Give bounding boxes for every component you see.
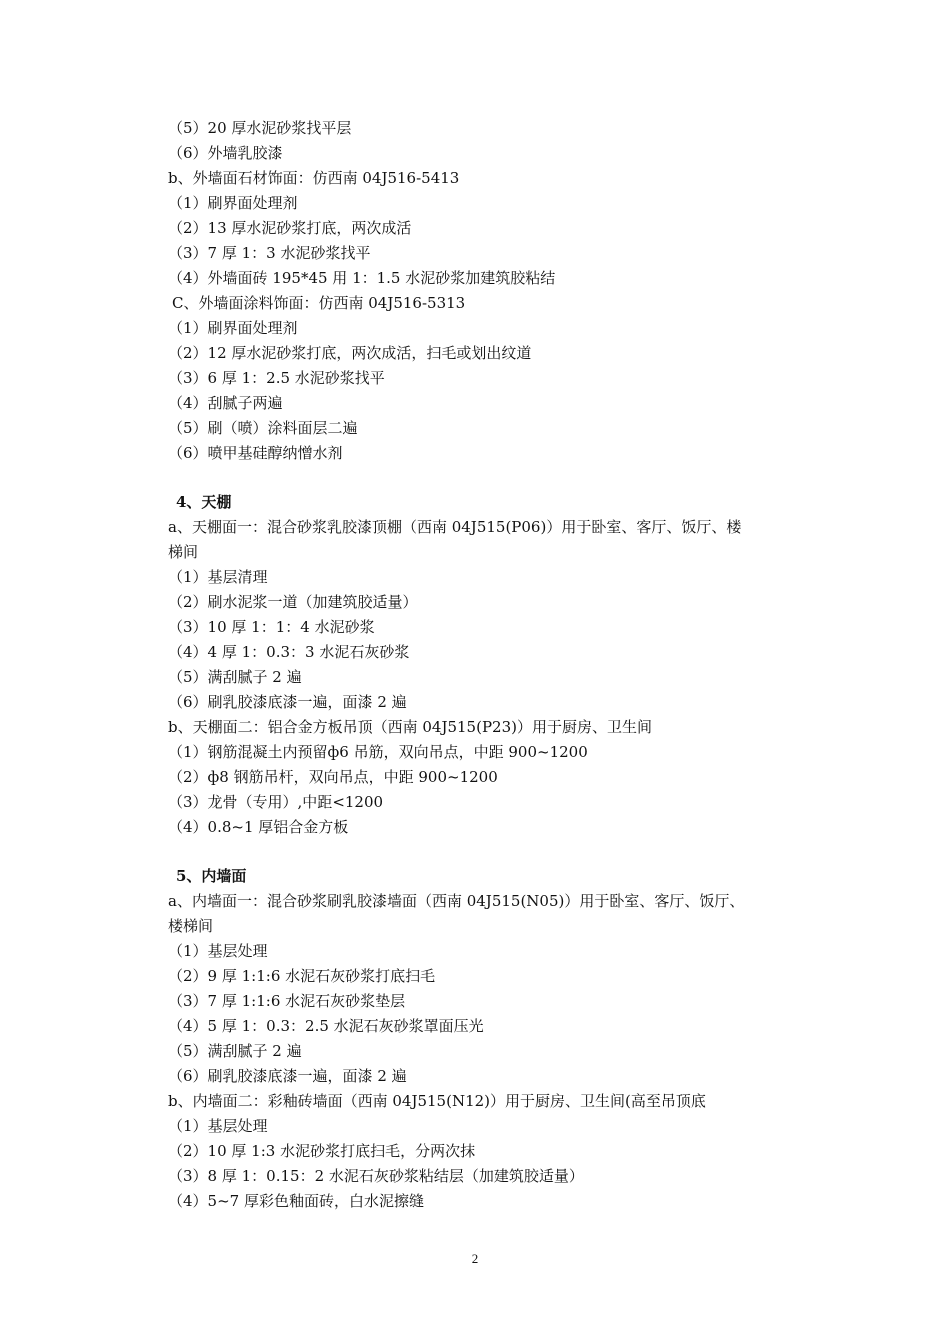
section-heading: 4、天棚 <box>176 493 232 511</box>
text-line: （1）钢筋混凝土内预留ф6 吊筋，双向吊点，中距 900~1200 <box>168 743 588 761</box>
text-line: （1）基层清理 <box>168 568 268 586</box>
text-line: （2）刷水泥浆一道（加建筑胶适量） <box>168 593 418 611</box>
text-line: （3）6 厚 1：2.5 水泥砂浆找平 <box>168 369 385 387</box>
text-line: （5）满刮腻子 2 遍 <box>168 668 302 686</box>
text-line: （4）0.8~1 厚铝合金方板 <box>168 818 349 836</box>
text-line: （3）7 厚 1：3 水泥砂浆找平 <box>168 244 371 262</box>
text-line: （3）龙骨（专用）,中距<1200 <box>168 793 384 811</box>
text-line: b、外墙面石材饰面：仿西南 04J516-5413 <box>168 169 460 187</box>
text-line: a、内墙面一：混合砂浆刷乳胶漆墙面（西南 04J515(N05)）用于卧室、客厅、饭厅、 <box>168 892 745 910</box>
text-line: （1）基层处理 <box>168 1117 268 1135</box>
text-line: b、内墙面二：彩釉砖墙面（西南 04J515(N12)）用于厨房、卫生间(高至吊顶底 <box>168 1092 706 1110</box>
text-line: （1）基层处理 <box>168 942 268 960</box>
text-line: （3）10 厚 1：1：4 水泥砂浆 <box>168 618 375 636</box>
text-line: C、外墙面涂料饰面：仿西南 04J516-5313 <box>172 294 466 312</box>
text-line: （5）刷（喷）涂料面层二遍 <box>168 419 358 437</box>
text-line: （4）外墙面砖 195*45 用 1：1.5 水泥砂浆加建筑胶粘结 <box>168 269 556 287</box>
section-heading: 5、内墙面 <box>176 867 247 885</box>
text-line: （5）20 厚水泥砂浆找平层 <box>168 119 352 137</box>
text-line: （2）10 厚 1:3 水泥砂浆打底扫毛，分两次抹 <box>168 1142 476 1160</box>
text-line: （2）13 厚水泥砂浆打底，两次成活 <box>168 219 412 237</box>
page-number: 2 <box>471 1251 479 1266</box>
text-line: （6）刷乳胶漆底漆一遍，面漆 2 遍 <box>168 1067 407 1085</box>
text-line: b、天棚面二：铝合金方板吊顶（西南 04J515(P23)）用于厨房、卫生间 <box>168 718 652 736</box>
text-line: （4）5 厚 1：0.3：2.5 水泥石灰砂浆罩面压光 <box>168 1017 484 1035</box>
text-line: a、天棚面一：混合砂浆乳胶漆顶棚（西南 04J515(P06)）用于卧室、客厅、饭厅、楼 <box>168 518 742 536</box>
text-line: （5）满刮腻子 2 遍 <box>168 1042 302 1060</box>
text-line: （6）外墙乳胶漆 <box>168 144 283 162</box>
text-line: 楼梯间 <box>168 917 214 935</box>
text-line: （2）12 厚水泥砂浆打底，两次成活，扫毛或划出纹道 <box>168 344 532 362</box>
text-line: （2）9 厚 1:1:6 水泥石灰砂浆打底扫毛 <box>168 967 436 985</box>
text-line: （1）刷界面处理剂 <box>168 194 298 212</box>
text-line: （3）8 厚 1：0.15：2 水泥石灰砂浆粘结层（加建筑胶适量） <box>168 1167 584 1185</box>
text-line: （4）4 厚 1：0.3：3 水泥石灰砂浆 <box>168 643 410 661</box>
text-line: （4）5~7 厚彩色釉面砖，白水泥擦缝 <box>168 1192 424 1210</box>
text-line: （3）7 厚 1:1:6 水泥石灰砂浆垫层 <box>168 992 406 1010</box>
text-line: （1）刷界面处理剂 <box>168 319 298 337</box>
text-line: （2）ф8 钢筋吊杆，双向吊点，中距 900~1200 <box>168 768 498 786</box>
text-line: （4）刮腻子两遍 <box>168 394 283 412</box>
text-line: 梯间 <box>168 543 199 561</box>
text-line: （6）刷乳胶漆底漆一遍，面漆 2 遍 <box>168 693 407 711</box>
text-line: （6）喷甲基硅醇纳憎水剂 <box>168 444 343 462</box>
